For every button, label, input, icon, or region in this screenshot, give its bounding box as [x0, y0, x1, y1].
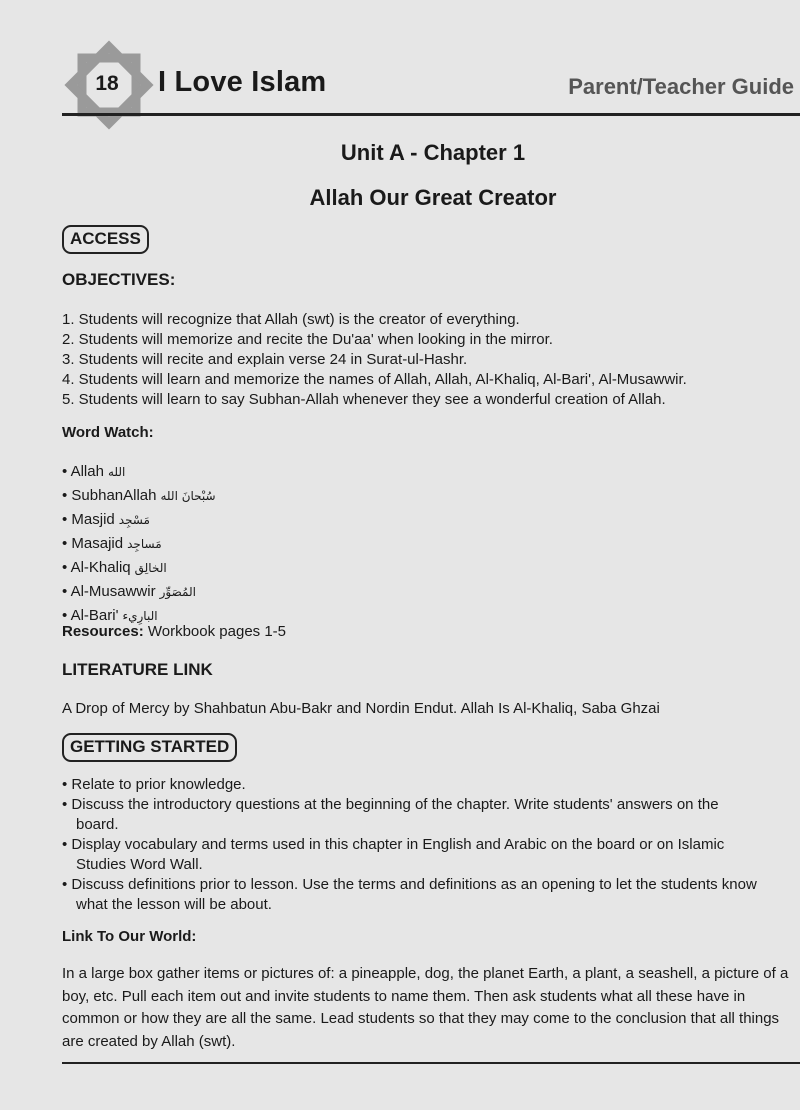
guide-title: Parent/Teacher Guide — [568, 74, 794, 99]
literature-text: A Drop of Mercy by Shahbatun Abu-Bakr and Nordin Endut. Allah Is Al-Khaliq, Saba Ghzai — [62, 700, 660, 717]
word-item — [62, 580, 216, 604]
resources-line — [62, 622, 286, 642]
word-arabic: المُصَوِّر — [159, 585, 196, 599]
link-to-world-text: In a large box gather items or pictures of: a pineapple, dog, the planet Earth, a plant, a seashell, a picture of a boy, etc. Pull each item out and invite students to name them. Then ask students what all these have in common or how they are all the same. Lead students so that they may come to the conclusion that all things are created by Allah (swt). — [62, 965, 789, 1050]
header-divider — [62, 113, 800, 116]
literature-heading: LITERATURE LINK — [62, 660, 213, 679]
word-arabic: مَساجِد — [127, 537, 162, 551]
link-to-world-heading: Link To Our World: — [62, 928, 197, 945]
word-item — [62, 556, 216, 580]
word-english: • Al-Khaliq — [62, 559, 131, 576]
word-english: • Masjid — [62, 511, 115, 528]
resources-value: Workbook pages 1-5 — [143, 623, 287, 640]
objective-item: 5. Students will learn to say Subhan-Allah whenever they see a wonderful creation of Allah. — [62, 391, 666, 408]
objective-item: 2. Students will memorize and recite the Du'aa' when looking in the mirror. — [62, 331, 553, 348]
objective-item: 3. Students will recite and explain verse 24 in Surat-ul-Hashr. — [62, 351, 468, 368]
word-item — [62, 532, 216, 556]
chapter-title: Allah Our Great Creator — [309, 185, 557, 210]
word-english: • Masajid — [62, 535, 124, 552]
objectives-list — [62, 310, 687, 410]
getting-started-item: • Discuss the introductory questions at the beginning of the chapter. Write students' answers on the board. — [62, 796, 719, 833]
word-item — [62, 460, 216, 484]
getting-started-item: • Display vocabulary and terms used in this chapter in English and Arabic on the board or on Islamic Studies Word Wall. — [62, 836, 725, 873]
getting-started-list — [62, 775, 792, 915]
page-number: 18 — [95, 72, 119, 95]
word-english: • Al-Bari' — [62, 607, 119, 624]
word-arabic: البارِيء — [122, 609, 158, 623]
footer-divider — [62, 1062, 800, 1064]
word-arabic: سُبْحانَ الله — [160, 489, 216, 503]
word-watch-heading: Word Watch: — [62, 424, 154, 441]
objective-item: 1. Students will recognize that Allah (swt) is the creator of everything. — [62, 311, 520, 328]
resources-label: Resources: — [62, 623, 144, 640]
word-arabic: الخالِق — [134, 561, 167, 575]
objective-item: 4. Students will learn and memorize the names of Allah, Allah, Al-Khaliq, Al-Bari', Al-Musawwir. — [62, 371, 687, 388]
word-item — [62, 484, 216, 508]
book-title: I Love Islam — [158, 66, 327, 98]
word-watch-list — [62, 460, 216, 628]
word-arabic: مَسْجِد — [118, 513, 150, 527]
word-english: • Al-Musawwir — [62, 583, 156, 600]
access-label: ACCESS — [62, 225, 149, 254]
word-english: • SubhanAllah — [62, 487, 157, 504]
word-english: • Allah — [62, 463, 104, 480]
getting-started-item: • Relate to prior knowledge. — [62, 776, 246, 793]
getting-started-label: GETTING STARTED — [62, 733, 237, 762]
word-arabic: الله — [107, 465, 126, 479]
unit-title: Unit A - Chapter 1 — [340, 140, 526, 165]
getting-started-item: • Discuss definitions prior to lesson. Use the terms and definitions as an opening to let the students know what the lesson will be about. — [62, 876, 757, 913]
objectives-heading: OBJECTIVES: — [62, 270, 176, 289]
word-item — [62, 508, 216, 532]
